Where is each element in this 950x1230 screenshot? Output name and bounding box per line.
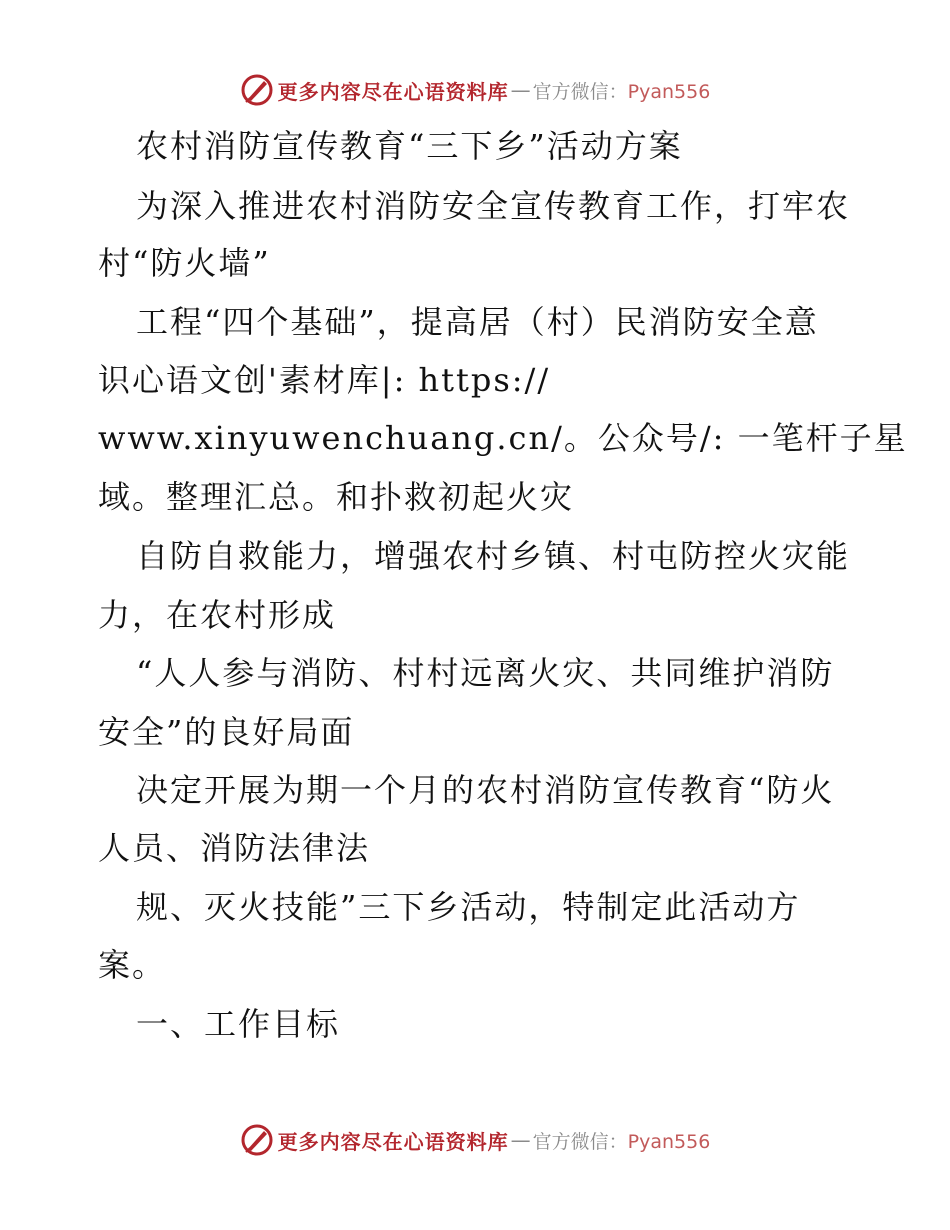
document-title: 农村消防宣传教育“三下乡”活动方案 xyxy=(136,127,683,165)
watermark-separator: — xyxy=(510,1128,531,1152)
paragraph-line: 案。 xyxy=(98,946,167,984)
watermark-subtitle: 官方微信：Pyan556 xyxy=(532,1130,711,1153)
paragraph-line: 工程“四个基础”，提高居（村）民消防安全意 xyxy=(136,303,819,341)
paragraph-line: 规、灭火技能”三下乡活动，特制定此活动方 xyxy=(136,888,801,926)
paragraph-line: 村“防火墙” xyxy=(98,244,271,282)
paragraph-line: 人员、消防法律法 xyxy=(98,829,371,867)
paragraph-line: www.xinyuwenchuang.cn/。公众号/: 一笔杆子星 xyxy=(98,419,908,457)
wechat-id: Pyan556 xyxy=(627,80,711,103)
watermark-separator: — xyxy=(510,78,531,102)
paragraph-line: 力，在农村形成 xyxy=(98,596,337,634)
watermark-subtitle: 官方微信：Pyan556 xyxy=(532,80,711,103)
paragraph-line: 自防自救能力，增强农村乡镇、村屯防控火灾能 xyxy=(136,537,851,575)
quill-seal-icon xyxy=(240,73,274,107)
watermark-title: 更多内容尽在心语资料库 xyxy=(277,79,509,104)
footer-watermark xyxy=(0,1120,950,1160)
wechat-id: Pyan556 xyxy=(627,1130,711,1153)
section-heading: 一、工作目标 xyxy=(136,1005,341,1043)
header-watermark xyxy=(0,70,950,110)
paragraph-line: “人人参与消防、村村远离火灾、共同维护消防 xyxy=(136,654,835,692)
watermark-title: 更多内容尽在心语资料库 xyxy=(277,1129,509,1154)
paragraph-line: 域。整理汇总。和扑救初起火灾 xyxy=(98,478,575,516)
paragraph-line: 决定开展为期一个月的农村消防宣传教育“防火 xyxy=(136,771,835,809)
paragraph-line: 识心语文创'素材库|: https:// xyxy=(98,361,551,399)
paragraph-line: 为深入推进农村消防安全宣传教育工作，打牢农 xyxy=(136,187,851,225)
quill-seal-icon xyxy=(240,1123,274,1157)
paragraph-line: 安全”的良好局面 xyxy=(98,713,355,751)
